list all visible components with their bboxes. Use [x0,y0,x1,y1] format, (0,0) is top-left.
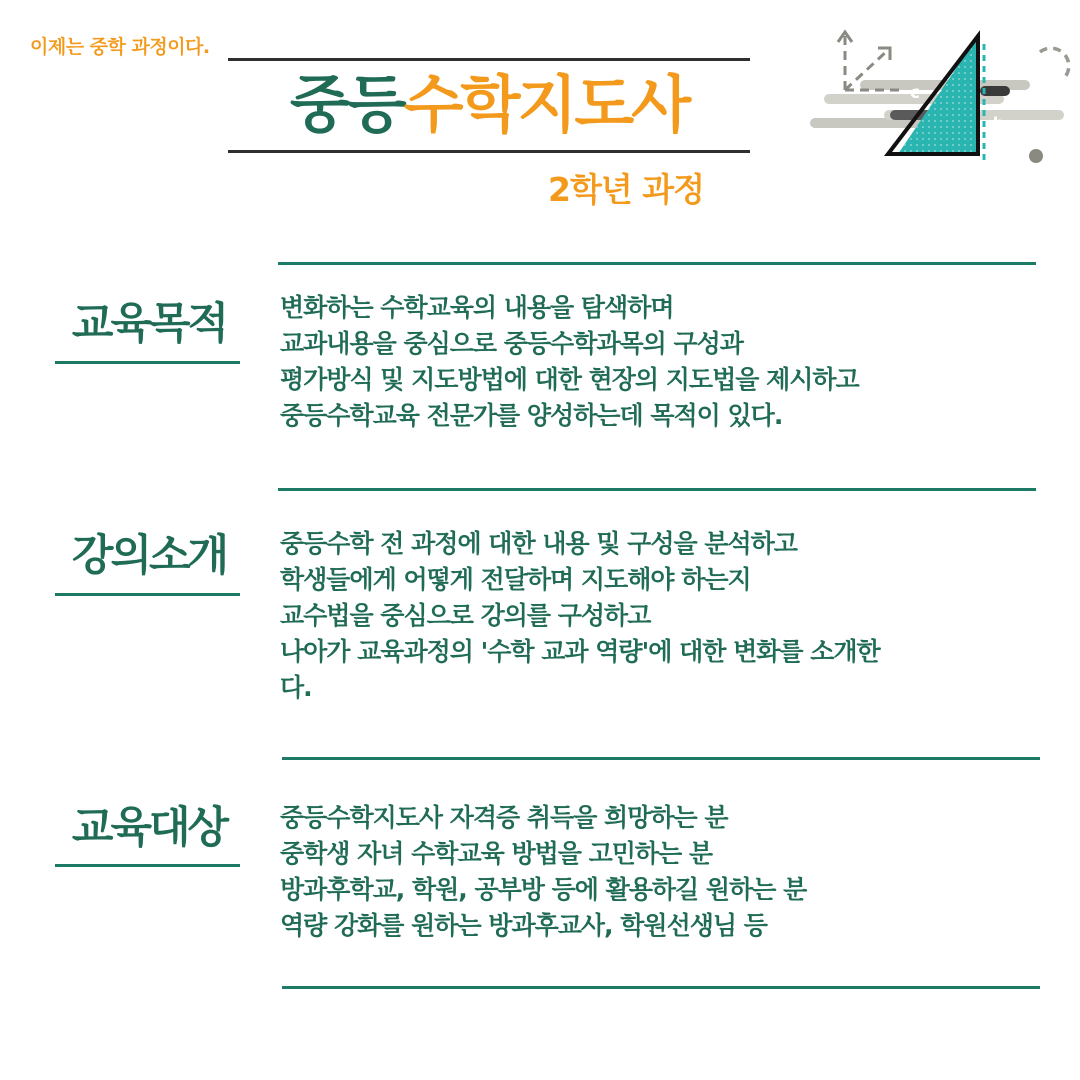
section-2-title: 강의소개 [71,531,227,581]
geometry-decoration-icon [800,22,1080,172]
section-1-line: 변화하는 수학교육의 내용을 탐색하며 [280,293,674,322]
section-1-line: 중등수학교육 전문가를 양성하는데 목적이 있다. [280,401,783,430]
title-part-green: 중등 [289,68,404,141]
section-3-title: 교육대상 [71,803,227,853]
page-subtitle: 2학년 과정 [548,170,704,209]
section-1-top-rule [278,262,1036,265]
section-1-line: 교과내용을 중심으로 중등수학과목의 구성과 [280,329,743,358]
dashed-arc [1040,48,1069,80]
section-2-line: 다. [280,673,312,702]
section-2-line: 교수법을 중심으로 강의를 구성하고 [280,601,651,630]
section-2-body [280,526,1020,706]
tagline: 이제는 중학 과정이다. [30,36,210,58]
section-3-line: 방과후학교, 학원, 공부방 등에 활용하길 원하는 분 [280,875,807,904]
title-top-rule [228,58,750,61]
section-2-title-underline [55,593,240,596]
section-3-body [280,800,1020,944]
label-c: c [910,83,921,103]
title-bottom-rule [228,150,750,153]
section-3-line: 중학생 자녀 수학교육 방법을 고민하는 분 [280,839,713,868]
section-2-line: 나아가 교육과정의 '수학 교과 역량'에 대한 변화를 소개한 [280,637,880,666]
section-2-line: 학생들에게 어떻게 전달하며 지도해야 하는지 [280,565,751,594]
label-b: b [993,114,1004,132]
section-1-title: 교육목적 [71,299,227,349]
section-2-top-rule [278,488,1036,491]
dot-decoration [1029,149,1043,163]
page-title [228,64,750,146]
section-1-line: 평가방식 및 지도방법에 대한 현장의 지도법을 제시하고 [280,365,859,394]
section-3-line: 중등수학지도사 자격증 취득을 희망하는 분 [280,803,728,832]
title-part-orange: 수학지도사 [403,68,689,141]
section-3-top-rule [282,757,1040,760]
section-1-body [280,290,1020,434]
section-3-bottom-rule [282,986,1040,989]
section-1-title-underline [55,361,240,364]
section-3-title-underline [55,864,240,867]
section-2-line: 중등수학 전 과정에 대한 내용 및 구성을 분석하고 [280,529,797,558]
section-3-line: 역량 강화를 원하는 방과후교사, 학원선생님 등 [280,911,767,940]
